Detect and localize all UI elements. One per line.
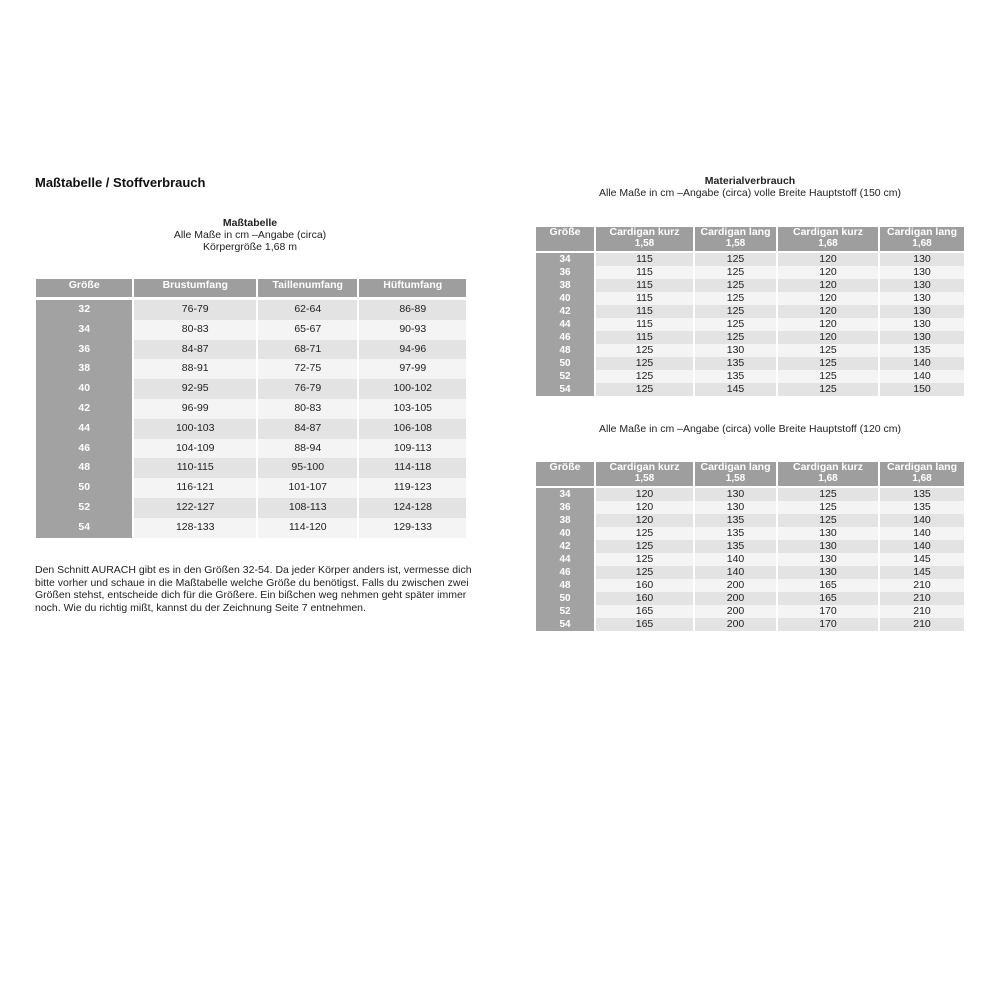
size-cell: 50 (536, 357, 594, 370)
material-cell: 125 (596, 566, 693, 579)
size-cell: 42 (536, 540, 594, 553)
material-header-height: 1,68 (912, 473, 932, 484)
measure-cell: 88-94 (258, 439, 357, 459)
measure-cell: 88-91 (134, 359, 256, 379)
size-cell: 34 (36, 320, 132, 340)
material-cell: 165 (778, 592, 878, 605)
size-cell: 44 (36, 419, 132, 439)
table-row (36, 399, 466, 419)
material-header-cell (880, 227, 964, 251)
material-cell: 130 (880, 318, 964, 331)
size-cell: 38 (536, 514, 594, 527)
measure-cell: 114-118 (359, 458, 466, 478)
material-header-label: Cardigan kurz (609, 227, 680, 238)
material-header-height: 1,58 (725, 238, 746, 249)
size-cell: 38 (36, 359, 132, 379)
material-cell: 115 (596, 331, 693, 344)
measure-cell: 62-64 (258, 300, 357, 320)
measure-cell: 122-127 (134, 498, 256, 518)
size-table-header-cell: Größe (36, 279, 132, 297)
material-cell: 125 (596, 527, 693, 540)
measure-cell: 104-109 (134, 439, 256, 459)
material-header-cell (536, 227, 594, 251)
material-cell: 120 (778, 266, 878, 279)
material-header-label: Cardigan lang (700, 227, 771, 238)
size-cell: 36 (36, 340, 132, 360)
material-cell: 120 (778, 253, 878, 266)
size-cell: 44 (536, 553, 594, 566)
size-table-header-row (36, 279, 466, 297)
measure-cell: 101-107 (258, 478, 357, 498)
table-row (36, 359, 466, 379)
material-cell: 125 (778, 370, 878, 383)
material-header-cell (880, 462, 964, 486)
material-cell: 160 (596, 592, 693, 605)
material-header-cell (536, 462, 594, 486)
material-header-label: Cardigan lang (700, 462, 771, 473)
size-cell: 54 (36, 518, 132, 538)
material-cell: 125 (778, 357, 878, 370)
material-header-cell (695, 462, 776, 486)
material-cell: 145 (880, 566, 964, 579)
size-cell: 48 (36, 458, 132, 478)
material-header-label: Cardigan kurz (792, 227, 863, 238)
size-cell: 36 (536, 266, 594, 279)
material-cell: 115 (596, 305, 693, 318)
table-row (536, 488, 964, 501)
size-cell: 46 (36, 439, 132, 459)
table-row (536, 292, 964, 305)
material-cell: 140 (695, 553, 776, 566)
material-header-cell (778, 462, 878, 486)
measure-cell: 106-108 (359, 419, 466, 439)
table-row (36, 518, 466, 538)
table-row (536, 318, 964, 331)
size-cell: 40 (536, 292, 594, 305)
material-cell: 130 (880, 331, 964, 344)
material-cell: 140 (695, 566, 776, 579)
material-cell: 125 (695, 279, 776, 292)
material-cell: 165 (778, 579, 878, 592)
material-cell: 140 (880, 527, 964, 540)
material-cell: 115 (596, 318, 693, 331)
measure-cell: 72-75 (258, 359, 357, 379)
material-cell: 135 (880, 501, 964, 514)
material-cell: 140 (880, 540, 964, 553)
table-row (536, 592, 964, 605)
material-cell: 210 (880, 605, 964, 618)
size-table-header-cell: Brustumfang (134, 279, 256, 297)
material-cell: 130 (695, 344, 776, 357)
size-cell: 52 (536, 370, 594, 383)
measure-cell: 128-133 (134, 518, 256, 538)
material-cell: 125 (596, 370, 693, 383)
material-150-header-row (536, 227, 964, 251)
material-header-height: 1,68 (912, 238, 932, 249)
material-header-height: 1,58 (725, 473, 746, 484)
size-cell: 34 (536, 253, 594, 266)
material-header-height: 1,58 (634, 473, 655, 484)
measure-cell: 129-133 (359, 518, 466, 538)
table-row (36, 498, 466, 518)
table-row (536, 370, 964, 383)
material-table-150 (534, 227, 966, 396)
table-row (536, 540, 964, 553)
measure-cell: 68-71 (258, 340, 357, 360)
measure-cell: 119-123 (359, 478, 466, 498)
measure-cell: 65-67 (258, 320, 357, 340)
measure-cell: 76-79 (134, 300, 256, 320)
table-row (36, 300, 466, 320)
measure-cell: 97-99 (359, 359, 466, 379)
material-cell: 170 (778, 618, 878, 631)
measure-cell: 116-121 (134, 478, 256, 498)
material-cell: 125 (596, 344, 693, 357)
material-cell: 135 (695, 527, 776, 540)
material-cell: 115 (596, 266, 693, 279)
measure-cell: 90-93 (359, 320, 466, 340)
material-cell: 115 (596, 279, 693, 292)
material-cell: 120 (596, 488, 693, 501)
material-cell: 130 (880, 279, 964, 292)
measure-cell: 95-100 (258, 458, 357, 478)
material-cell: 130 (778, 527, 878, 540)
material-cell: 120 (596, 501, 693, 514)
mass-table-caption (35, 217, 465, 253)
material-cell: 145 (880, 553, 964, 566)
size-table-header-cell: Hüftumfang (359, 279, 466, 297)
material-cell: 135 (880, 344, 964, 357)
material-120-caption: Alle Maße in cm –Angabe (circa) volle Breite Hauptstoff (120 cm) (598, 423, 902, 435)
measure-cell: 110-115 (134, 458, 256, 478)
material-cell: 160 (596, 579, 693, 592)
measure-cell: 103-105 (359, 399, 466, 419)
material-cell: 200 (695, 579, 776, 592)
material-cell: 140 (880, 357, 964, 370)
material-caption (535, 175, 965, 199)
size-note: Den Schnitt AURACH gibt es in den Größen 32-54. Da jeder Körper anders ist, vermesse dich bitte vorher und schaue in die Maßtabelle welche Größe du benötigst. Falls du zwischen zwei Größen stehst, entscheide dich für die Größere. Ein bißchen weg nehmen geht später immer noch. Wie du richtig mißt, kannst du der Zeichnung Seite 7 entnehmen. (35, 564, 472, 614)
material-cell: 130 (880, 292, 964, 305)
table-row (536, 514, 964, 527)
material-header-cell (596, 462, 693, 486)
material-cell: 125 (778, 383, 878, 396)
material-cell: 125 (596, 540, 693, 553)
material-cell: 130 (880, 266, 964, 279)
material-cell: 125 (778, 501, 878, 514)
material-cell: 135 (880, 488, 964, 501)
material-header-cell (596, 227, 693, 251)
size-cell: 42 (536, 305, 594, 318)
table-row (536, 331, 964, 344)
material-cell: 135 (695, 540, 776, 553)
material-cell: 200 (695, 605, 776, 618)
measure-cell: 96-99 (134, 399, 256, 419)
mass-table-title: Maßtabelle (222, 217, 278, 229)
material-header-height: 1,68 (818, 473, 838, 484)
material-cell: 115 (596, 292, 693, 305)
material-cell: 130 (778, 540, 878, 553)
material-cell: 130 (778, 553, 878, 566)
measure-cell: 80-83 (134, 320, 256, 340)
measure-cell: 84-87 (134, 340, 256, 360)
size-cell: 54 (536, 383, 594, 396)
table-row (36, 419, 466, 439)
size-cell: 40 (536, 527, 594, 540)
measure-cell: 100-102 (359, 379, 466, 399)
material-cell: 125 (695, 318, 776, 331)
material-cell: 120 (778, 331, 878, 344)
measure-cell: 80-83 (258, 399, 357, 419)
table-row (536, 618, 964, 631)
table-row (536, 579, 964, 592)
table-row (36, 439, 466, 459)
table-row (536, 566, 964, 579)
measure-cell: 84-87 (258, 419, 357, 439)
material-cell: 120 (778, 279, 878, 292)
page-title: Maßtabelle / Stoffverbrauch (35, 175, 206, 190)
material-title: Materialverbrauch (704, 175, 796, 187)
measure-cell: 86-89 (359, 300, 466, 320)
material-cell: 130 (880, 253, 964, 266)
mass-table-subtitle-2: Körpergröße 1,68 m (203, 241, 297, 253)
size-table (34, 279, 468, 538)
mass-table-subtitle-1: Alle Maße in cm –Angabe (circa) (173, 229, 327, 241)
material-cell: 210 (880, 579, 964, 592)
material-cell: 210 (880, 618, 964, 631)
size-cell: 32 (36, 300, 132, 320)
material-header-label: Größe (549, 227, 581, 238)
material-cell: 140 (880, 514, 964, 527)
size-cell: 48 (536, 344, 594, 357)
material-header-label: Cardigan lang (886, 227, 957, 238)
material-cell: 120 (778, 292, 878, 305)
size-cell: 40 (36, 379, 132, 399)
material-cell: 120 (778, 318, 878, 331)
material-cell: 210 (880, 592, 964, 605)
material-header-label: Größe (549, 462, 581, 473)
size-cell: 36 (536, 501, 594, 514)
material-cell: 135 (695, 514, 776, 527)
size-cell: 52 (36, 498, 132, 518)
material-cell: 145 (695, 383, 776, 396)
material-header-height: 1,68 (818, 238, 838, 249)
table-row (536, 527, 964, 540)
material-cell: 120 (596, 514, 693, 527)
material-table-120 (534, 462, 966, 631)
size-cell: 42 (36, 399, 132, 419)
material-header-cell (695, 227, 776, 251)
material-cell: 165 (596, 618, 693, 631)
table-row (36, 379, 466, 399)
measure-cell: 108-113 (258, 498, 357, 518)
material-header-height: 1,58 (634, 238, 655, 249)
table-row (536, 305, 964, 318)
material-cell: 125 (695, 266, 776, 279)
size-cell: 50 (536, 592, 594, 605)
size-cell: 34 (536, 488, 594, 501)
size-cell: 44 (536, 318, 594, 331)
material-cell: 130 (695, 488, 776, 501)
measure-cell: 124-128 (359, 498, 466, 518)
material-cell: 125 (695, 331, 776, 344)
measure-cell: 76-79 (258, 379, 357, 399)
table-row (536, 279, 964, 292)
table-row (536, 253, 964, 266)
table-row (536, 501, 964, 514)
material-150-caption: Alle Maße in cm –Angabe (circa) volle Breite Hauptstoff (150 cm) (598, 187, 902, 199)
material-cell: 125 (695, 253, 776, 266)
material-cell: 170 (778, 605, 878, 618)
table-row (36, 458, 466, 478)
size-cell: 48 (536, 579, 594, 592)
material-header-label: Cardigan kurz (792, 462, 863, 473)
material-cell: 120 (778, 305, 878, 318)
size-cell: 38 (536, 279, 594, 292)
material-cell: 125 (778, 488, 878, 501)
size-cell: 54 (536, 618, 594, 631)
material-cell: 115 (596, 253, 693, 266)
table-row (36, 340, 466, 360)
material-cell: 150 (880, 383, 964, 396)
table-row (536, 344, 964, 357)
material-cell: 125 (695, 292, 776, 305)
table-row (536, 553, 964, 566)
material-cell: 125 (596, 553, 693, 566)
table-row (36, 478, 466, 498)
material-cell: 130 (778, 566, 878, 579)
measure-cell: 92-95 (134, 379, 256, 399)
material-cell: 125 (596, 383, 693, 396)
material-120-header-row (536, 462, 964, 486)
size-cell: 46 (536, 331, 594, 344)
size-cell: 46 (536, 566, 594, 579)
material-cell: 130 (880, 305, 964, 318)
material-cell: 125 (778, 514, 878, 527)
material-cell: 125 (695, 305, 776, 318)
material-header-cell (778, 227, 878, 251)
size-table-header-cell: Taillenumfang (258, 279, 357, 297)
table-row (536, 357, 964, 370)
table-row (536, 605, 964, 618)
material-cell: 200 (695, 592, 776, 605)
material-header-label: Cardigan lang (886, 462, 957, 473)
measure-cell: 109-113 (359, 439, 466, 459)
size-cell: 50 (36, 478, 132, 498)
material-cell: 165 (596, 605, 693, 618)
material-cell: 200 (695, 618, 776, 631)
measure-cell: 114-120 (258, 518, 357, 538)
table-row (36, 320, 466, 340)
table-row (536, 266, 964, 279)
material-cell: 125 (596, 357, 693, 370)
material-cell: 135 (695, 357, 776, 370)
measure-cell: 94-96 (359, 340, 466, 360)
material-cell: 125 (778, 344, 878, 357)
material-header-label: Cardigan kurz (609, 462, 680, 473)
size-cell: 52 (536, 605, 594, 618)
material-cell: 130 (695, 501, 776, 514)
material-cell: 135 (695, 370, 776, 383)
table-row (536, 383, 964, 396)
measure-cell: 100-103 (134, 419, 256, 439)
material-cell: 140 (880, 370, 964, 383)
